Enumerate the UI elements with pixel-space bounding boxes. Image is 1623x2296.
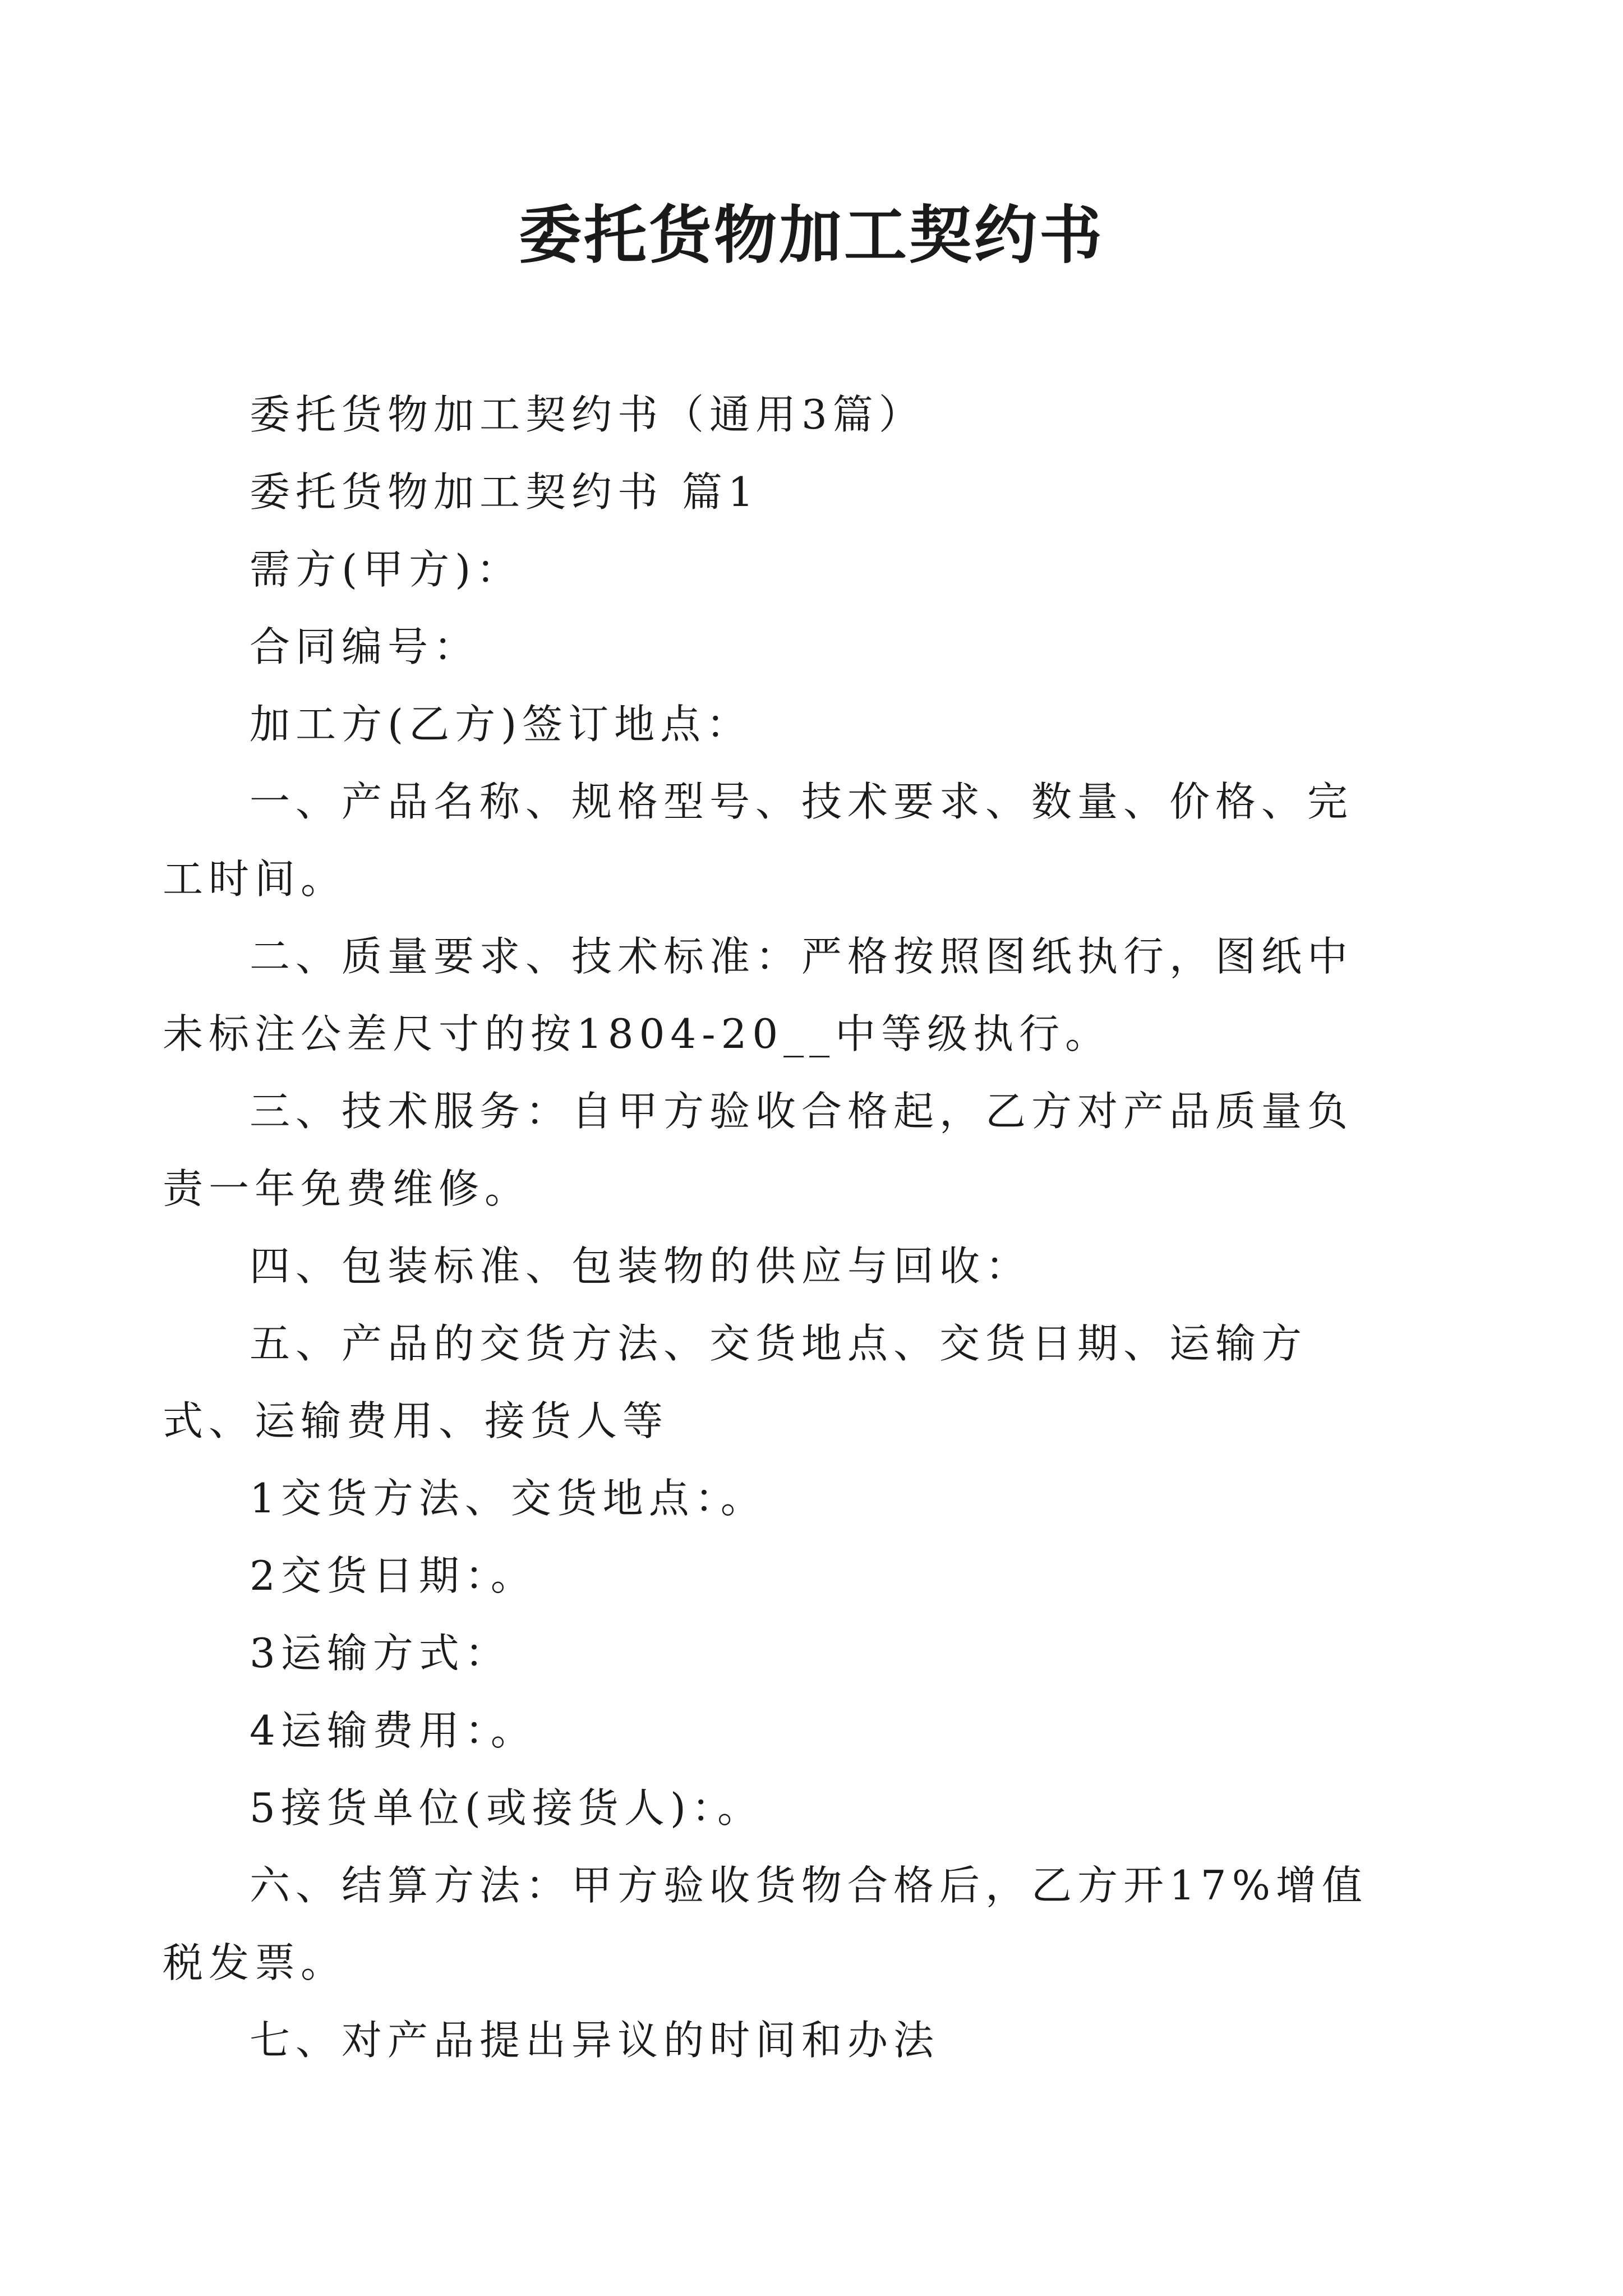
document-title: 委托货物加工契约书 (519, 199, 1104, 272)
paragraph-processor: 加工方(乙方)签订地点： (250, 701, 753, 748)
paragraph-clause-2: 二、质量要求、技术标准：严格按照图纸执行，图纸中未标注公差尺寸的按1804-20__中等级执行。 (163, 933, 1354, 1057)
paragraph-clause-7: 七、对产品提出异议的时间和办法 (250, 2017, 940, 2064)
paragraph-clause-4: 四、包装标准、包装物的供应与回收： (250, 1243, 1032, 1290)
paragraph-clause-5: 五、产品的交货方法、交货地点、交货日期、运输方式、运输费用、接货人等 (163, 1320, 1308, 1444)
paragraph-item-1: 1交货方法、交货地点：。 (250, 1475, 767, 1522)
paragraph-subtitle: 委托货物加工契约书（通用3篇） (250, 391, 925, 438)
paragraph-item-2: 2交货日期：。 (250, 1552, 537, 1599)
paragraph-clause-3: 三、技术服务：自甲方验收合格起，乙方对产品质量负责一年免费维修。 (163, 1088, 1354, 1212)
paragraph-contract-number: 合同编号： (250, 623, 480, 670)
paragraph-clause-6: 六、结算方法：甲方验收货物合格后，乙方开17%增值税发票。 (163, 1862, 1368, 1986)
paragraph-part-heading: 委托货物加工契约书 篇1 (250, 468, 759, 516)
paragraph-item-5: 5接货单位(或接货人)：。 (250, 1784, 763, 1832)
paragraph-item-4: 4运输费用：。 (250, 1707, 537, 1754)
paragraph-item-3: 3运输方式： (250, 1630, 511, 1677)
paragraph-clause-1: 一、产品名称、规格型号、技术要求、数量、价格、完工时间。 (163, 778, 1354, 903)
paragraph-buyer: 需方(甲方)： (250, 546, 523, 593)
